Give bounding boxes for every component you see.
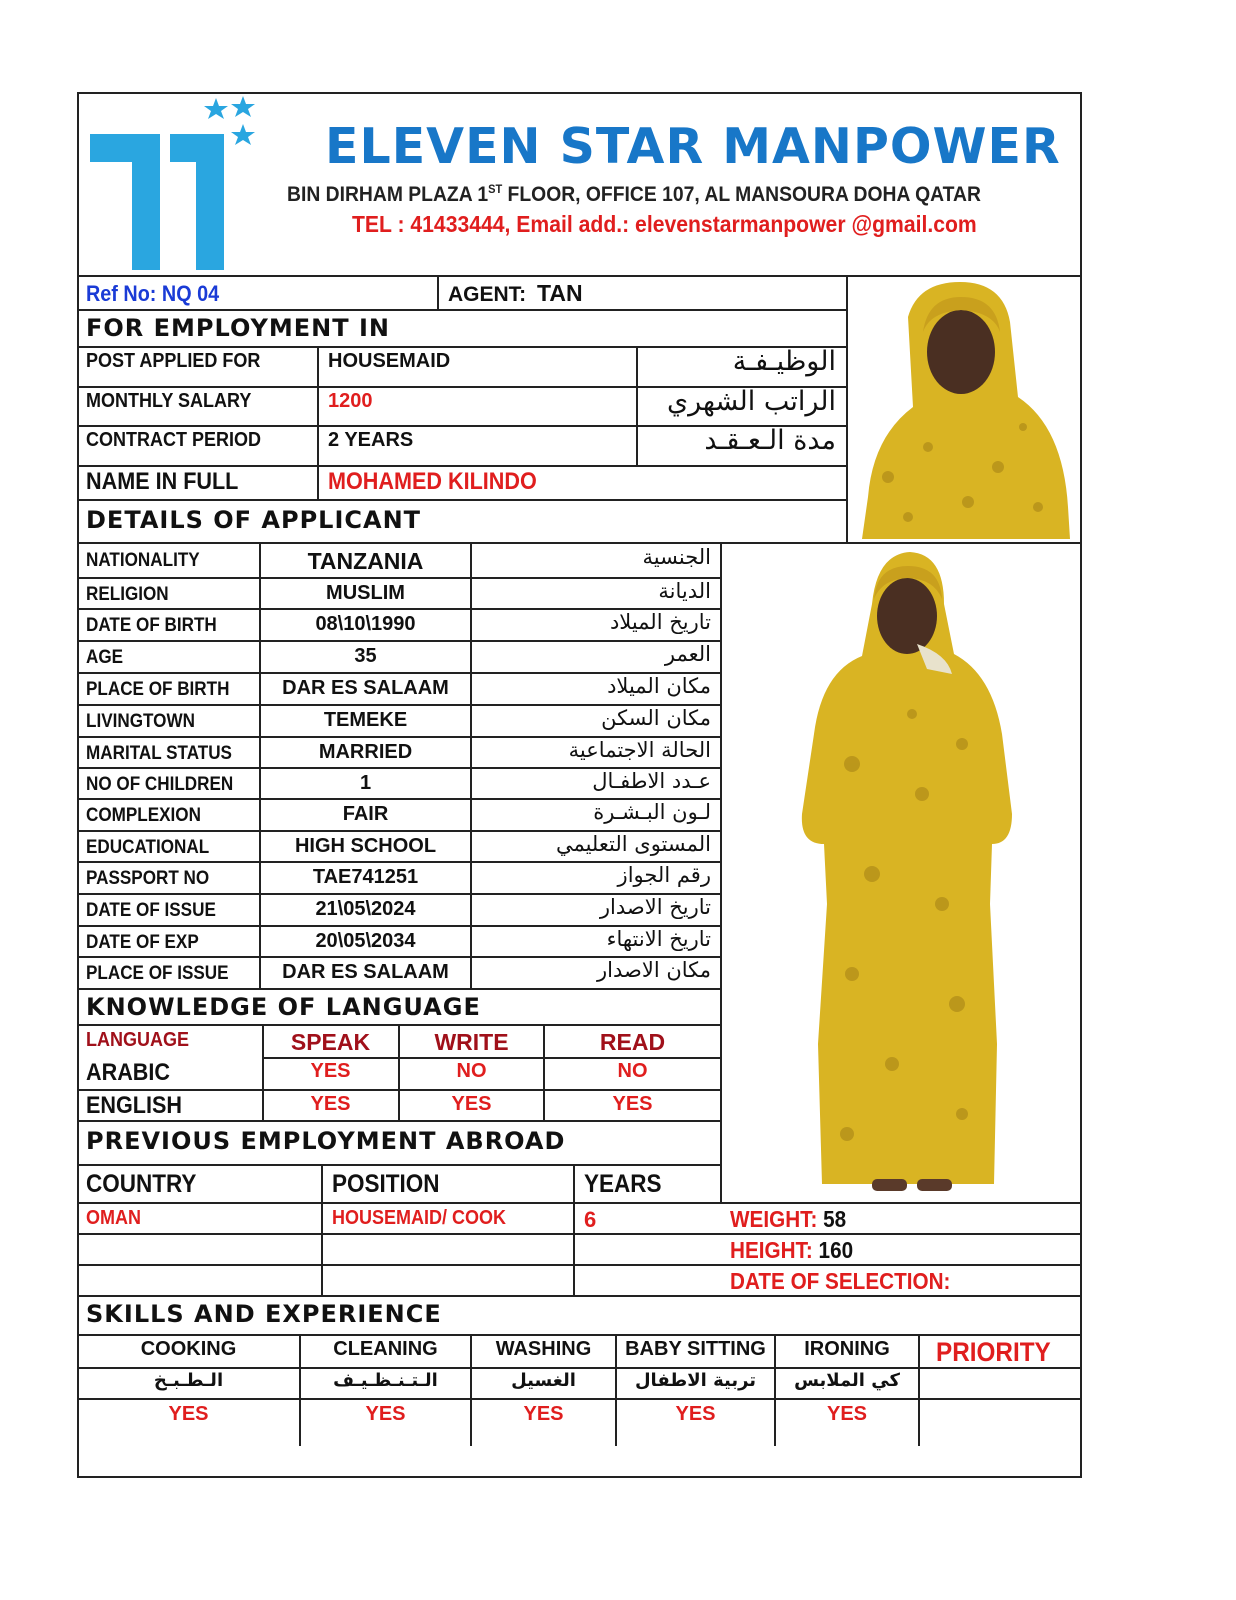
agent-value: TAN	[537, 280, 583, 306]
monthly-salary-label: MONTHLY SALARY	[86, 390, 252, 412]
english-read: YES	[612, 1093, 653, 1115]
skill-value: YES	[168, 1403, 209, 1425]
detail-label: COMPLEXION	[86, 805, 201, 826]
detail-label: PLACE OF BIRTH	[86, 679, 230, 700]
write-header: WRITE	[434, 1029, 509, 1055]
section-title-details: DETAILS OF APPLICANT	[86, 506, 422, 534]
priority-label: PRIORITY	[936, 1337, 1051, 1367]
detail-value: DAR ES SALAAM	[282, 677, 449, 699]
detail-value: HIGH SCHOOL	[294, 835, 437, 857]
agent-label: AGENT:	[448, 283, 527, 306]
company-contact: TEL : 41433444, Email add.: elevenstarmanpower @gmail.com	[352, 211, 977, 237]
prev-country: OMAN	[86, 1207, 141, 1229]
applicant-full-body-photo	[722, 544, 1080, 1202]
detail-label: NO OF CHILDREN	[86, 774, 234, 795]
skill-col-divider	[774, 1334, 776, 1446]
detail-value: 35	[354, 645, 377, 667]
applicant-portrait-photo	[848, 277, 1080, 541]
post-applied-label: POST APPLIED FOR	[86, 350, 261, 372]
english-speak: YES	[310, 1093, 351, 1115]
ref-number: Ref No: NQ 04	[86, 281, 220, 306]
company-name: ELEVEN STAR MANPOWER	[325, 118, 1061, 175]
skill-value: YES	[826, 1403, 868, 1425]
skill-name: WASHING	[495, 1338, 592, 1360]
full-name-value: MOHAMED KILINDO	[328, 468, 537, 495]
contract-period-label: CONTRACT PERIOD	[86, 429, 262, 451]
detail-arabic: الجنسية	[642, 545, 711, 569]
skill-col-divider	[615, 1334, 617, 1446]
detail-label: EDUCATIONAL	[86, 837, 210, 858]
skill-arabic: الغسيل	[511, 1370, 576, 1391]
detail-arabic: رقم الجواز	[617, 863, 711, 887]
detail-arabic: تاريخ الميلاد	[609, 610, 711, 634]
detail-arabic: لـون البـشـرة	[593, 800, 711, 824]
detail-label: DATE OF ISSUE	[86, 900, 216, 921]
detail-label: PLACE OF ISSUE	[86, 963, 229, 984]
arabic-speak: YES	[310, 1060, 351, 1082]
arabic-read: NO	[617, 1060, 648, 1082]
skill-name: CLEANING	[333, 1338, 438, 1360]
monthly-salary-arabic: الراتب الشهري	[666, 386, 836, 417]
detail-value: TANZANIA	[307, 548, 424, 574]
weight: WEIGHT: 58	[730, 1206, 847, 1232]
contract-period-value: 2 YEARS	[328, 429, 414, 451]
skill-arabic: تربية الاطفال	[634, 1370, 757, 1391]
detail-arabic: الحالة الاجتماعية	[568, 738, 711, 762]
detail-label: RELIGION	[86, 584, 169, 605]
detail-value: 08\10\1990	[315, 613, 416, 635]
arabic-write: NO	[456, 1060, 487, 1082]
detail-arabic: مكان الميلاد	[607, 674, 711, 698]
detail-label: DATE OF BIRTH	[86, 615, 217, 636]
section-title-language: KNOWLEDGE OF LANGUAGE	[86, 993, 481, 1021]
language-header: LANGUAGE	[86, 1029, 190, 1051]
detail-arabic: الديانة	[658, 579, 711, 603]
post-applied-value: HOUSEMAID	[328, 350, 451, 372]
prev-years: 6	[584, 1207, 597, 1232]
language-english-label: ENGLISH	[86, 1092, 183, 1119]
skill-value: YES	[523, 1403, 564, 1425]
detail-label: MARITAL STATUS	[86, 743, 232, 764]
detail-arabic: مكان السكن	[601, 706, 711, 730]
detail-value: MUSLIM	[326, 582, 405, 604]
english-write: YES	[451, 1093, 492, 1115]
skill-col-divider	[299, 1334, 301, 1446]
skill-value: YES	[675, 1403, 716, 1425]
section-title-employment: FOR EMPLOYMENT IN	[86, 314, 390, 342]
detail-label: PASSPORT NO	[86, 868, 210, 889]
detail-arabic: العمر	[664, 642, 711, 666]
skill-arabic: الـطـبـخ	[153, 1370, 224, 1391]
skill-name: BABY SITTING	[625, 1338, 766, 1360]
detail-value: 20\05\2034	[315, 930, 416, 952]
speak-header: SPEAK	[290, 1029, 371, 1055]
detail-value: TEMEKE	[323, 709, 408, 731]
detail-arabic: تاريخ الاصدار	[599, 895, 711, 919]
skill-value: YES	[365, 1403, 406, 1425]
full-name-label: NAME IN FULL	[86, 468, 239, 495]
detail-arabic: تاريخ الانتهاء	[606, 927, 711, 951]
section-title-previous: PREVIOUS EMPLOYMENT ABROAD	[86, 1127, 566, 1155]
detail-label: DATE OF EXP	[86, 932, 199, 953]
detail-value: 21\05\2024	[315, 898, 416, 920]
detail-value: MARRIED	[318, 741, 413, 763]
monthly-salary-value: 1200	[328, 390, 373, 412]
skill-name: COOKING	[140, 1338, 237, 1360]
detail-value: TAE741251	[312, 866, 419, 888]
language-arabic-label: ARABIC	[86, 1059, 170, 1086]
post-applied-arabic: الوظيـفـة	[732, 346, 836, 377]
contract-period-arabic: مدة الـعـقـد	[704, 425, 836, 456]
skill-arabic: الـتـنـظـيـف	[333, 1370, 438, 1391]
detail-value: 1	[359, 772, 372, 794]
country-header: COUNTRY	[86, 1170, 197, 1198]
skill-arabic: كي الملابس	[794, 1370, 900, 1391]
prev-position: HOUSEMAID/ COOK	[332, 1207, 507, 1229]
detail-label: NATIONALITY	[86, 550, 200, 571]
skill-col-divider	[470, 1334, 472, 1446]
position-header: POSITION	[332, 1170, 440, 1198]
height: HEIGHT: 160	[730, 1237, 854, 1263]
detail-label: AGE	[86, 647, 124, 668]
detail-arabic: مكان الاصدار	[597, 958, 711, 982]
detail-arabic: المستوى التعليمي	[555, 832, 711, 856]
detail-label: LIVINGTOWN	[86, 711, 195, 732]
skill-name: IRONING	[804, 1338, 890, 1360]
section-title-skills: SKILLS AND EXPERIENCE	[86, 1300, 442, 1328]
detail-arabic: عـدد الاطفـال	[592, 769, 711, 793]
years-header: YEARS	[584, 1170, 662, 1198]
date-of-selection-label: DATE OF SELECTION:	[730, 1268, 951, 1294]
detail-value: FAIR	[342, 803, 389, 825]
detail-value: DAR ES SALAAM	[282, 961, 449, 983]
eleven-star-logo	[86, 96, 261, 274]
company-address: BIN DIRHAM PLAZA 1ST FLOOR, OFFICE 107, AL MANSOURA DOHA QATAR	[287, 182, 981, 206]
read-header: READ	[599, 1029, 666, 1055]
